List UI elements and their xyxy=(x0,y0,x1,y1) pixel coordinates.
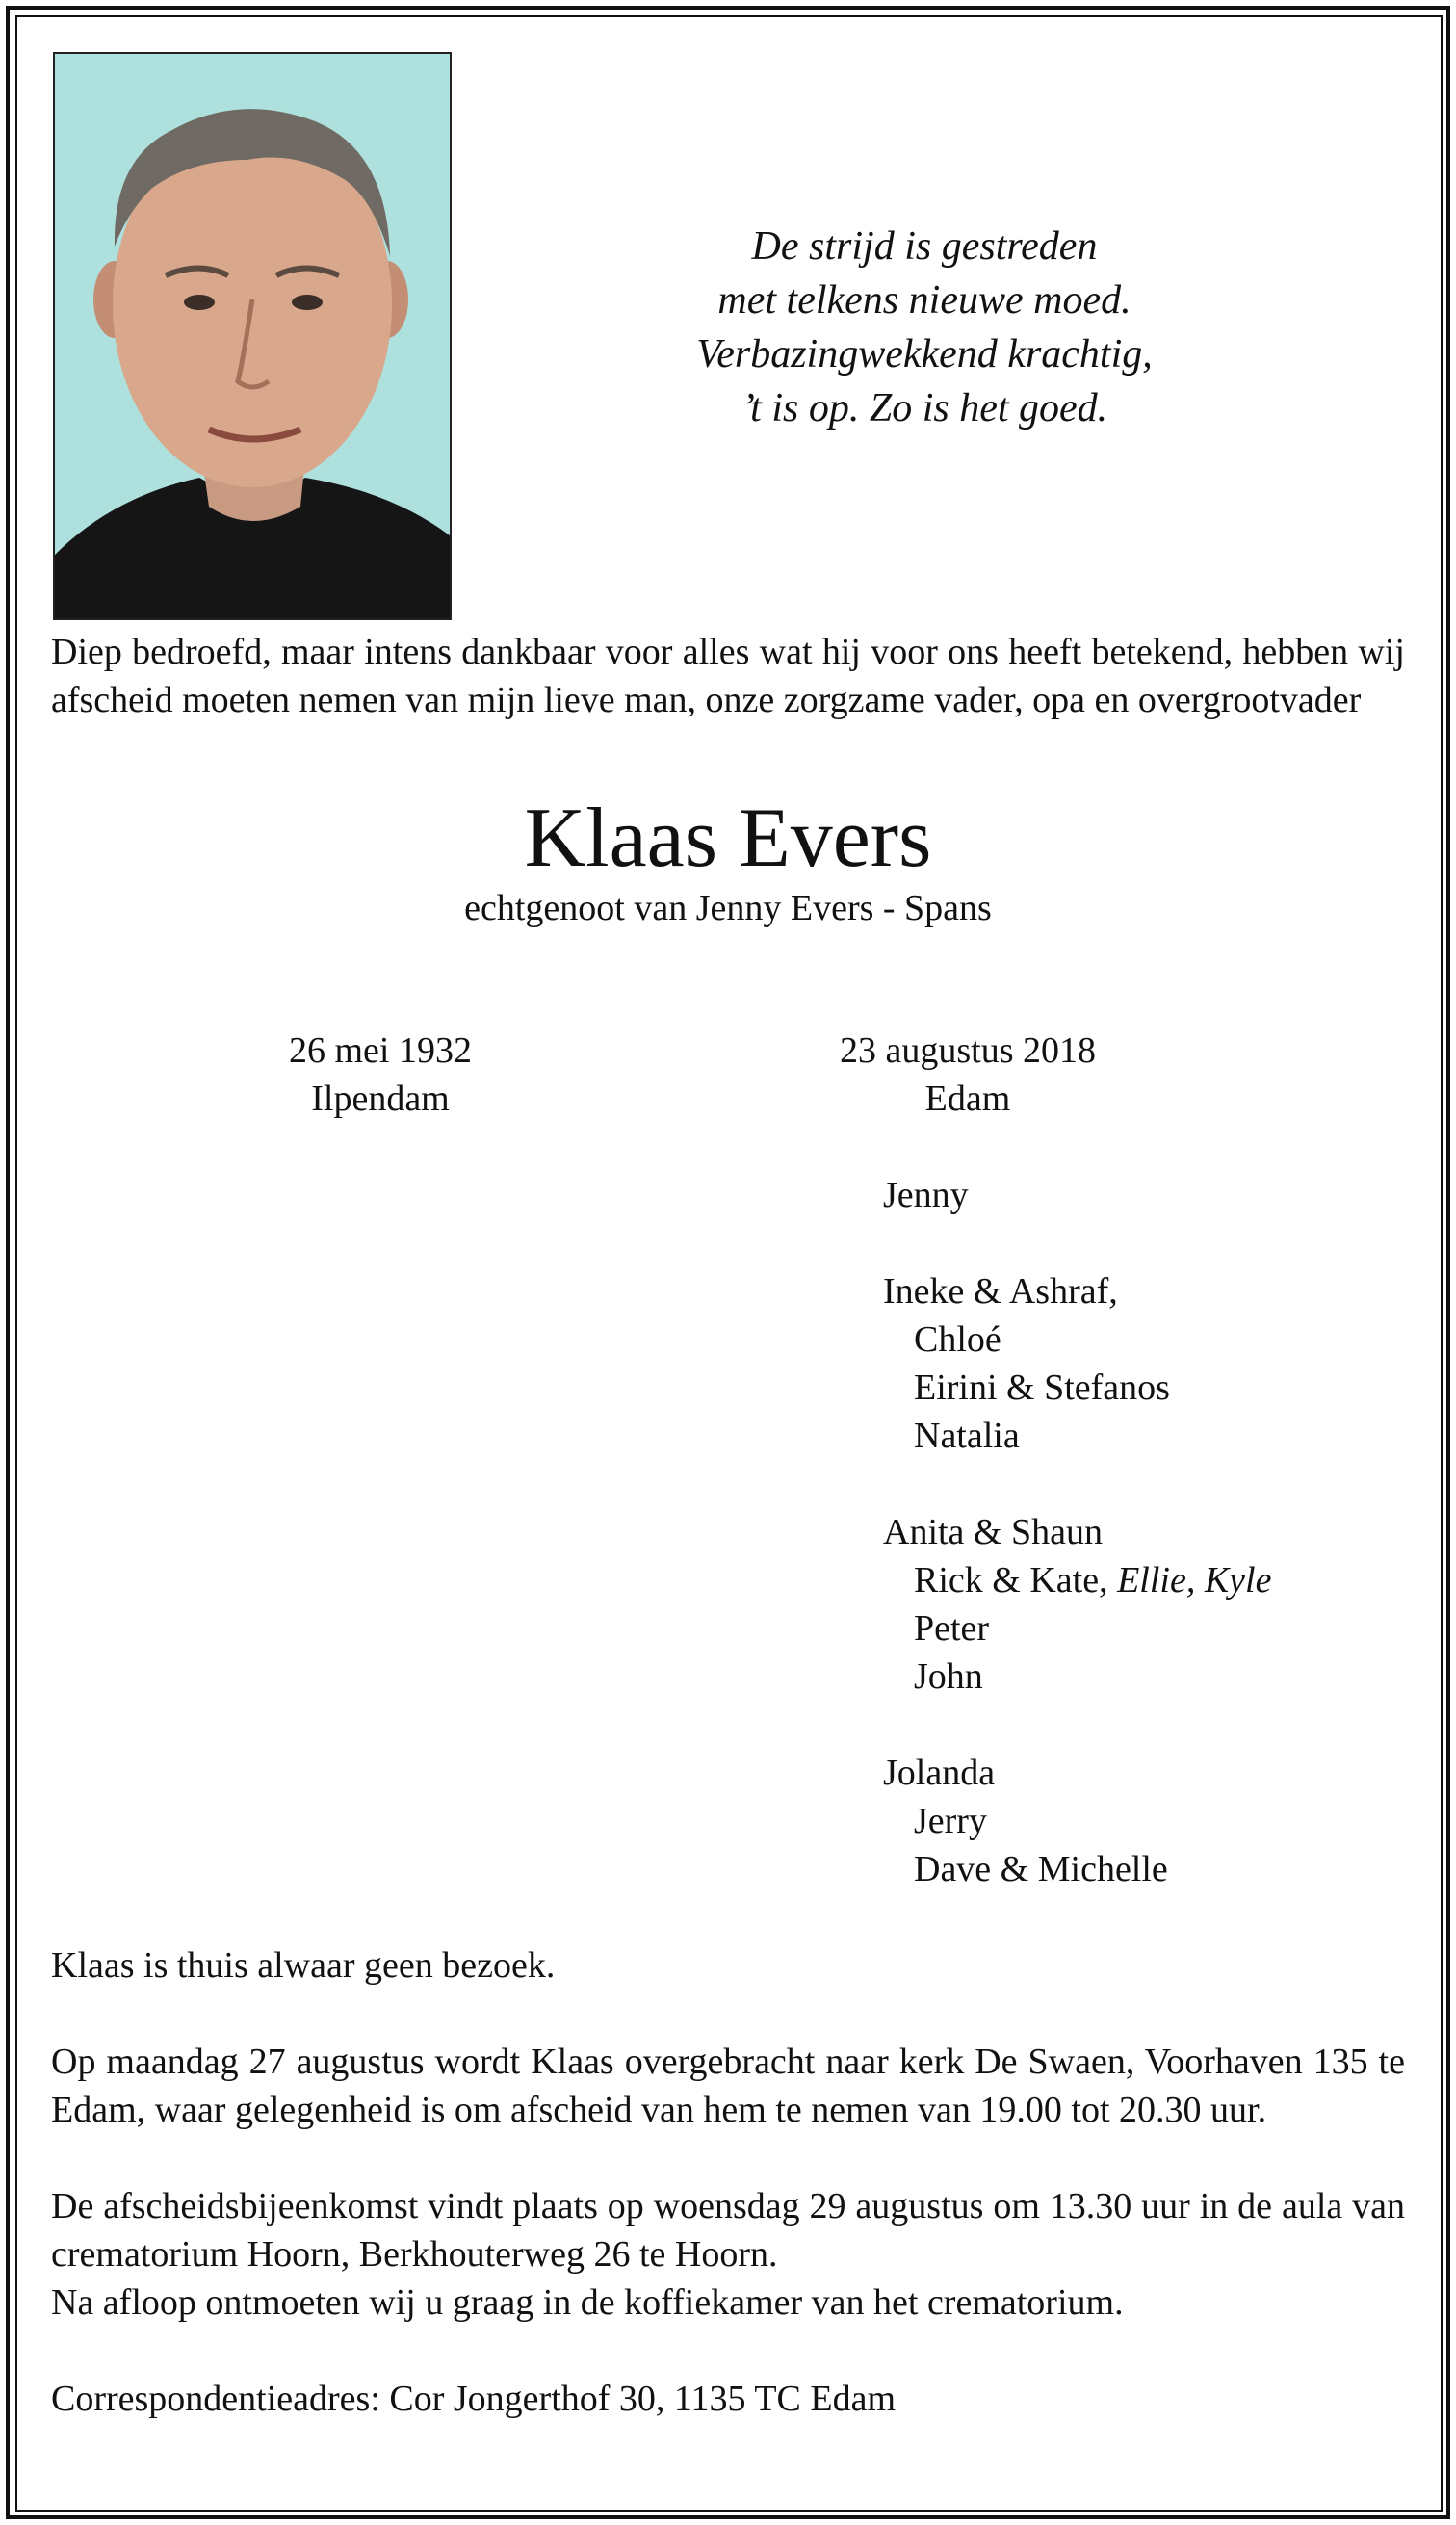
great-grandchildren: Ellie, Kyle xyxy=(1117,1560,1272,1601)
spacer xyxy=(51,2327,1405,2375)
family-group-head: Anita & Shaun xyxy=(883,1512,1103,1552)
family-member-name: Rick & Kate, xyxy=(914,1560,1108,1601)
intro-text: Diep bedroefd, maar intens dankbaar voor alles wat hij voor ons heeft betekend, hebben wij afscheid moeten nemen van mijn lieve man, onze zorgzame vader, opa en overgrootvader xyxy=(51,632,1405,720)
family-member xyxy=(883,1556,1271,1604)
spacer xyxy=(883,1219,1271,1267)
notes xyxy=(51,1941,1405,2423)
spouse-line: echtgenoot van Jenny Evers - Spans xyxy=(464,888,992,928)
poem-line: De strijd is gestreden xyxy=(751,224,1098,269)
ceremony-note: De afscheidsbijeenkomst vindt plaats op woensdag 29 augustus om 13.30 uur in de aula van crematorium Hoorn, Berkhouterweg 26 te Hoorn. xyxy=(51,2186,1405,2275)
spacer xyxy=(51,1990,1405,2038)
poem-line: met telkens nieuwe moed. xyxy=(717,278,1131,323)
spacer xyxy=(883,1460,1271,1508)
poem-line: Verbazingwekkend krachtig, xyxy=(696,332,1153,377)
family-member: Peter xyxy=(914,1608,990,1649)
death-place: Edam xyxy=(924,1079,1011,1119)
family-member: Eirini & Stefanos xyxy=(914,1367,1170,1408)
birth-place: Ilpendam xyxy=(311,1079,450,1119)
poem xyxy=(597,220,1252,435)
family-list xyxy=(883,1171,1271,1893)
family-member: John xyxy=(914,1656,983,1697)
family-member: Natalia xyxy=(914,1416,1020,1456)
portrait-photo xyxy=(53,52,452,620)
poem-line: ’t is op. Zo is het goed. xyxy=(741,386,1108,430)
deceased-name: Klaas Evers xyxy=(524,792,932,885)
family-member: Dave & Michelle xyxy=(914,1849,1168,1889)
address-note: Correspondentieadres: Cor Jongerthof 30, 1135 TC Edam xyxy=(51,2379,897,2419)
transfer-note: Op maandag 27 augustus wordt Klaas overgebracht naar kerk De Swaen, Voorhaven 135 te Edam, waar gelegenheid is om afscheid van hem te nemen van 19.00 tot 20.30 uur. xyxy=(51,2042,1405,2130)
family-group-head: Jolanda xyxy=(883,1753,996,1793)
after-note: Na afloop ontmoeten wij u graag in de koffiekamer van het crematorium. xyxy=(51,2282,1124,2323)
home-note: Klaas is thuis alwaar geen bezoek. xyxy=(51,1945,556,1986)
death-block xyxy=(799,1027,1136,1123)
spacer xyxy=(883,1701,1271,1749)
death-date: 23 augustus 2018 xyxy=(840,1030,1096,1071)
family-member: Chloé xyxy=(914,1319,1001,1360)
birth-date: 26 mei 1932 xyxy=(289,1030,472,1071)
family-member: Jerry xyxy=(914,1801,987,1841)
family-group-head: Ineke & Ashraf, xyxy=(883,1271,1118,1312)
birth-block xyxy=(231,1027,530,1123)
spacer xyxy=(51,2134,1405,2182)
family-spouse: Jenny xyxy=(883,1175,969,1215)
